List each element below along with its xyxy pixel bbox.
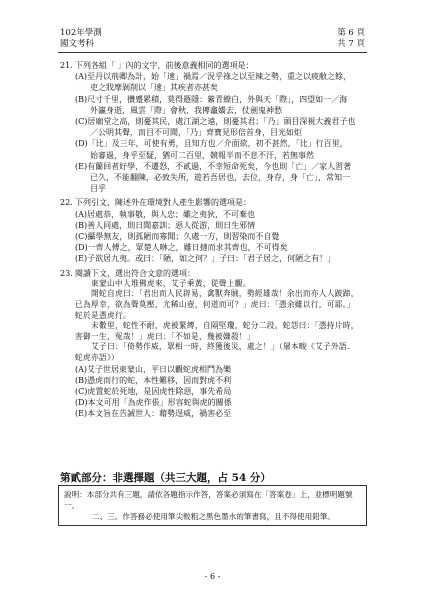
option-e: (E)有蘭回者好學，不遷怒，不貳過，不幸短命死矣，今也則「亡」／家人習著 bbox=[75, 161, 352, 171]
passage-line: 東蒙山中人堆佛虎來，艾子乘黃，從聲上觀。 bbox=[91, 278, 251, 288]
passage-line: 未數里，蛇性不耐，虎被緊縛，自隔堅瓊，蛇分二段。蛇怨曰：「憑持片時， bbox=[91, 321, 359, 331]
option-e-cont: 已久，不能翻陳，必致失所，遊若吾居也，去位，身存，身「亡」，常知一 bbox=[90, 173, 350, 183]
option-b: (B)尺寸千里，攢蹙累積，莫得遯隱：縈青繚白，外與天「際」，四望如一／海 bbox=[75, 94, 348, 104]
option-d-cont: 始審過，身乎至疑，猶可二百里，競報半而不息不汗，若無事然 bbox=[90, 150, 314, 160]
option-b-cont: 外瀛身逝，風雲「際」會秋，我傳龕嬌去，仗劍鬼神愁 bbox=[90, 105, 282, 115]
question-stem: 下列引文，陳述外在環境對人產生影響的選項是： bbox=[75, 198, 251, 208]
passage-line: 蛇於是憑虎行。 bbox=[75, 310, 131, 320]
option-e: (E)本文旨在告誡世人：藉勢逞威，禍害必至 bbox=[75, 409, 232, 419]
exam-name: 102年學測 bbox=[60, 28, 102, 38]
total-pages: 共 7 頁 bbox=[337, 39, 365, 49]
option-a: (A)至丹以荊卿為計，始「速」禍焉／況乎祿之以至辣之勢，重之以疲敝之餘， bbox=[75, 72, 352, 82]
questions bbox=[60, 60, 368, 423]
question-stem: 閱讀下文，選出符合文意的選項： bbox=[75, 268, 195, 278]
option-b: (B)善人同處，則日聞嘉訓；惡人從游，則日生邪情 bbox=[75, 220, 256, 230]
option-c: (C)攝學無友，則孤陋而寡聞；久處一方，則習染而不自覺 bbox=[75, 232, 280, 242]
reading-passage bbox=[60, 279, 368, 364]
question-21 bbox=[60, 60, 368, 194]
option-a: (A)居處恭，執事敬，與人忠；雖之夷狄，不可棄也 bbox=[75, 209, 256, 219]
instructions-box bbox=[58, 485, 367, 526]
question-stem: 下列各組「 」內的文字，前後意義相同的選項是： bbox=[75, 61, 254, 70]
option-c: (C)虎置蛇於死地，是因虎性除惡，事先希局 bbox=[75, 387, 232, 397]
option-d: (D)本文可用「為虎作倀」形容蛇與虎的關係 bbox=[75, 398, 232, 408]
page-label: 第 6 頁 bbox=[337, 28, 365, 38]
option-e-cont2: 目乎 bbox=[90, 184, 106, 194]
section-heading: 第貳部分：非選擇題（共三大題，占 54 分） bbox=[60, 472, 271, 484]
option-a-cont: 吏之戕摩剝削以「速」其疾者亦甚矣 bbox=[90, 83, 218, 93]
option-d: (D)「比」及三年，可使有勇，且知方也／介面欲，初不甚然，「比」行百里， bbox=[75, 139, 348, 149]
header-right bbox=[337, 28, 365, 50]
passage-line: 開蛇自虎曰：「君出而人民辟易，禽獸奔賊，勢經雄哉！余出而亦人人跛蹄， bbox=[91, 289, 359, 299]
instructions-line: 二、三。作答務必使用筆尖較粗之黑色墨水的筆書寫，且不得使用鉛筆。 bbox=[92, 512, 335, 521]
subject-name: 國文考科 bbox=[60, 39, 95, 49]
header-rule bbox=[58, 52, 367, 53]
option-b: (B)憑虎而行的蛇，本性難移，因而對虎不利 bbox=[75, 375, 232, 385]
question-23 bbox=[60, 268, 368, 420]
option-c-cont: ／公明其聲，而目不可聞，「乃」齊寶見形倍首身，目光如炬 bbox=[90, 128, 302, 138]
passage-line: 害御一生，冤哉！」虎曰：「不如是，幾被嫌殺！」 bbox=[75, 331, 255, 341]
instructions-line: 說明：本部分共有三題，請依各題指示作答，答案必須寫在「答案卷」上，並標明題號一、 bbox=[64, 490, 353, 510]
option-a: (A)艾子世居東蒙山，平日以觀蛇虎相鬥為樂 bbox=[75, 364, 232, 374]
option-e: (E)子欲居九夷。或曰：「陋，如之何？」子曰：「君子居之，何陋之有！」 bbox=[75, 254, 336, 264]
question-number: 23. bbox=[60, 268, 73, 278]
question-number: 22. bbox=[60, 198, 73, 208]
passage-line: 已為厚幸，欲為聲莫壓，尤稀山壺，何道而可？」虎曰：「憑余雖以行，可耶。」 bbox=[75, 300, 355, 310]
question-22 bbox=[60, 197, 368, 264]
page-number: - 6 - bbox=[204, 572, 221, 581]
passage-line: 艾子曰：「倚勢作威，眾相一時，終獲後災，處之！」（屠本畯《艾子外語． bbox=[91, 342, 355, 352]
option-d: (D)一齊人傅之，眾楚人咻之，雖日撻而求其齊也，不可得矣 bbox=[75, 243, 288, 253]
option-c: (C)居廟堂之高，則憂其民，處江湖之遠，則憂其君；「乃」頭目深視大義君子也 bbox=[75, 117, 356, 127]
passage-line: 蛇虎亦語》） bbox=[75, 353, 120, 363]
question-number: 21. bbox=[60, 61, 73, 70]
header-left bbox=[60, 28, 102, 50]
